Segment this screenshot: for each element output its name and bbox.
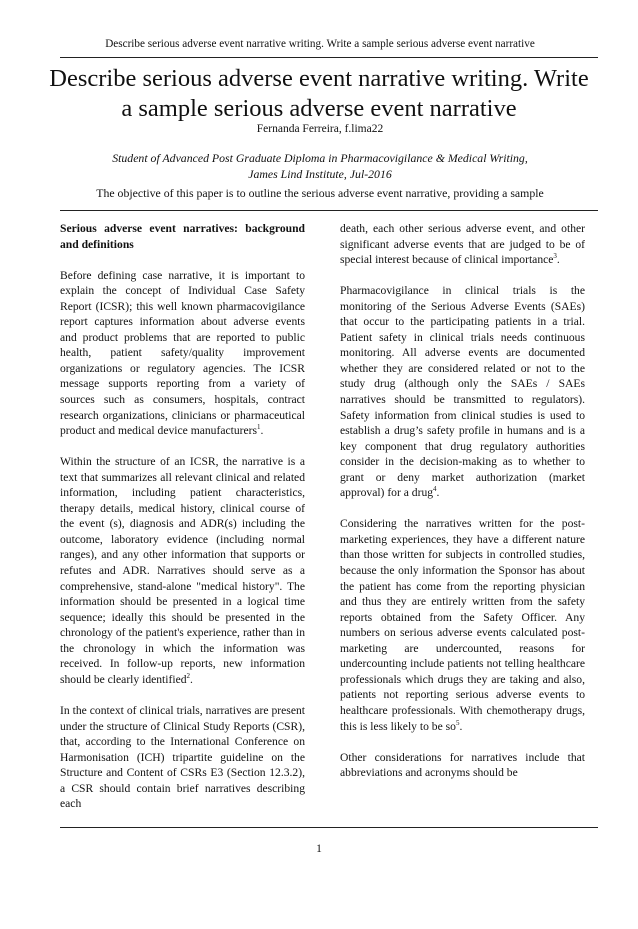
paragraph-end: .	[436, 486, 440, 500]
left-paragraph-1	[60, 268, 305, 439]
abstract-rule	[60, 210, 598, 211]
abstract: The objective of this paper is to outline the serious adverse event narrative, providing a sample	[96, 186, 544, 200]
citation-ref: 3	[553, 252, 557, 261]
affiliation-line-2: James Lind Institute, Jul-2016	[248, 167, 392, 181]
right-paragraph-1	[340, 221, 585, 268]
running-header: Describe serious adverse event narrative writing. Write a sample serious adverse event narrative	[105, 38, 535, 50]
section-heading: Serious adverse event narratives: background and definitions	[60, 222, 305, 251]
citation-ref: 1	[257, 423, 261, 432]
right-paragraph-4	[340, 750, 585, 781]
left-column	[60, 221, 305, 827]
paragraph-end: .	[260, 424, 264, 438]
paragraph-text: death, each other serious adverse event, and other significant adverse events that are judged to be of special interest because of clinical importance	[340, 222, 585, 267]
citation-ref: 2	[186, 672, 191, 680]
left-paragraph-2	[60, 454, 305, 687]
paragraph-text: Considering the narratives written for the post-marketing experiences, they have a different nature than those written for subjects in controlled studies, because the only information the Sponsor has about the patient has come from the reporting physician and thus they are entirely written from the safety reports obtained from the Safety Officer. Any numbers on serious adverse events calculated post-marketing are undercounted, reasons for undercounting include patients not telling healthcare professionals which drugs they are taking and also, patients not reporting serious adverse events to healthcare professionals. With chemotherapy drugs, this is less likely to be so	[340, 517, 585, 733]
paragraph-text: Within the structure of an ICSR, the narrative is a text that summarizes all relevant clinical and related information, including patient characteristics, therapy details, medical history, clinical course of the event (s), diagnosis and ADR(s) including the outcome, laboratory evidence (including normal ranges), and any other information that supports or refutes and ADR. Narratives should serve as a comprehensive, stand-alone "medical history". The information should be presented in a logical time sequence; ideally this should be presented in the chronology of the patient's experience, rather than in the chronology in which the information was received. In follow-up reports, new information should be clearly identified	[60, 455, 305, 686]
paragraph-end: .	[190, 672, 193, 686]
right-paragraph-2	[340, 283, 585, 501]
paragraph-end: .	[556, 253, 560, 267]
paragraph-text: Pharmacovigilance in clinical trials is the monitoring of the Serious Adverse Events (SAEs) that occur to the participating patients in a trial. Patient safety in clinical trials needs continuous monitoring. All adverse events are documented whether they are considered related or not to the study drug (although only the SAEs / SAEs narratives should be transmitted to regulators). Safety information from clinical studies is used to establish a drug’s safety profile in humans and is a key component that drug regulatory authorities consider in the decision-making as to whether to grant or deny market authorization (market approval) for a drug	[340, 284, 585, 500]
paper-title: Describe serious adverse event narrative writing. Write a sample serious adverse event narrative	[49, 65, 589, 122]
paragraph-end: .	[459, 719, 463, 733]
paragraph-text: Other considerations for narratives include that abbreviations and acronyms should be	[340, 750, 585, 780]
right-column	[340, 221, 585, 796]
citation-ref: 5	[455, 718, 460, 727]
affiliation	[60, 150, 580, 182]
header-rule	[60, 57, 598, 58]
footer-rule	[60, 827, 598, 828]
citation-ref: 4	[433, 485, 437, 494]
paragraph-text: Before defining case narrative, it is important to explain the concept of Individual Case Safety Report (ICSR); this well known pharmacovigilance report captures information about adverse events and product problems that are reported to public health, patient safety/quality improvement organizations or regulatory agencies. The ICSR message supports reporting from a variety of sources such as consumers, hospitals, contract research organizations, clinicians or pharmaceutical product and medical device manufacturers	[60, 268, 305, 438]
left-paragraph-3	[60, 703, 305, 812]
page-number: 1	[316, 843, 322, 855]
right-paragraph-3	[340, 516, 585, 734]
paragraph-text: In the context of clinical trials, narratives are present under the structure of Clinical Study Reports (CSR), that, according to the International Conference on Harmonisation (ICH) tripartite guideline on the Structure and Content of CSRs E3 (Section 12.3.2), a CSR should contain brief narratives describing each	[60, 703, 305, 811]
affiliation-line-1: Student of Advanced Post Graduate Diploma in Pharmacovigilance & Medical Writing,	[112, 151, 528, 165]
authors: Fernanda Ferreira, f.lima22	[256, 123, 384, 135]
